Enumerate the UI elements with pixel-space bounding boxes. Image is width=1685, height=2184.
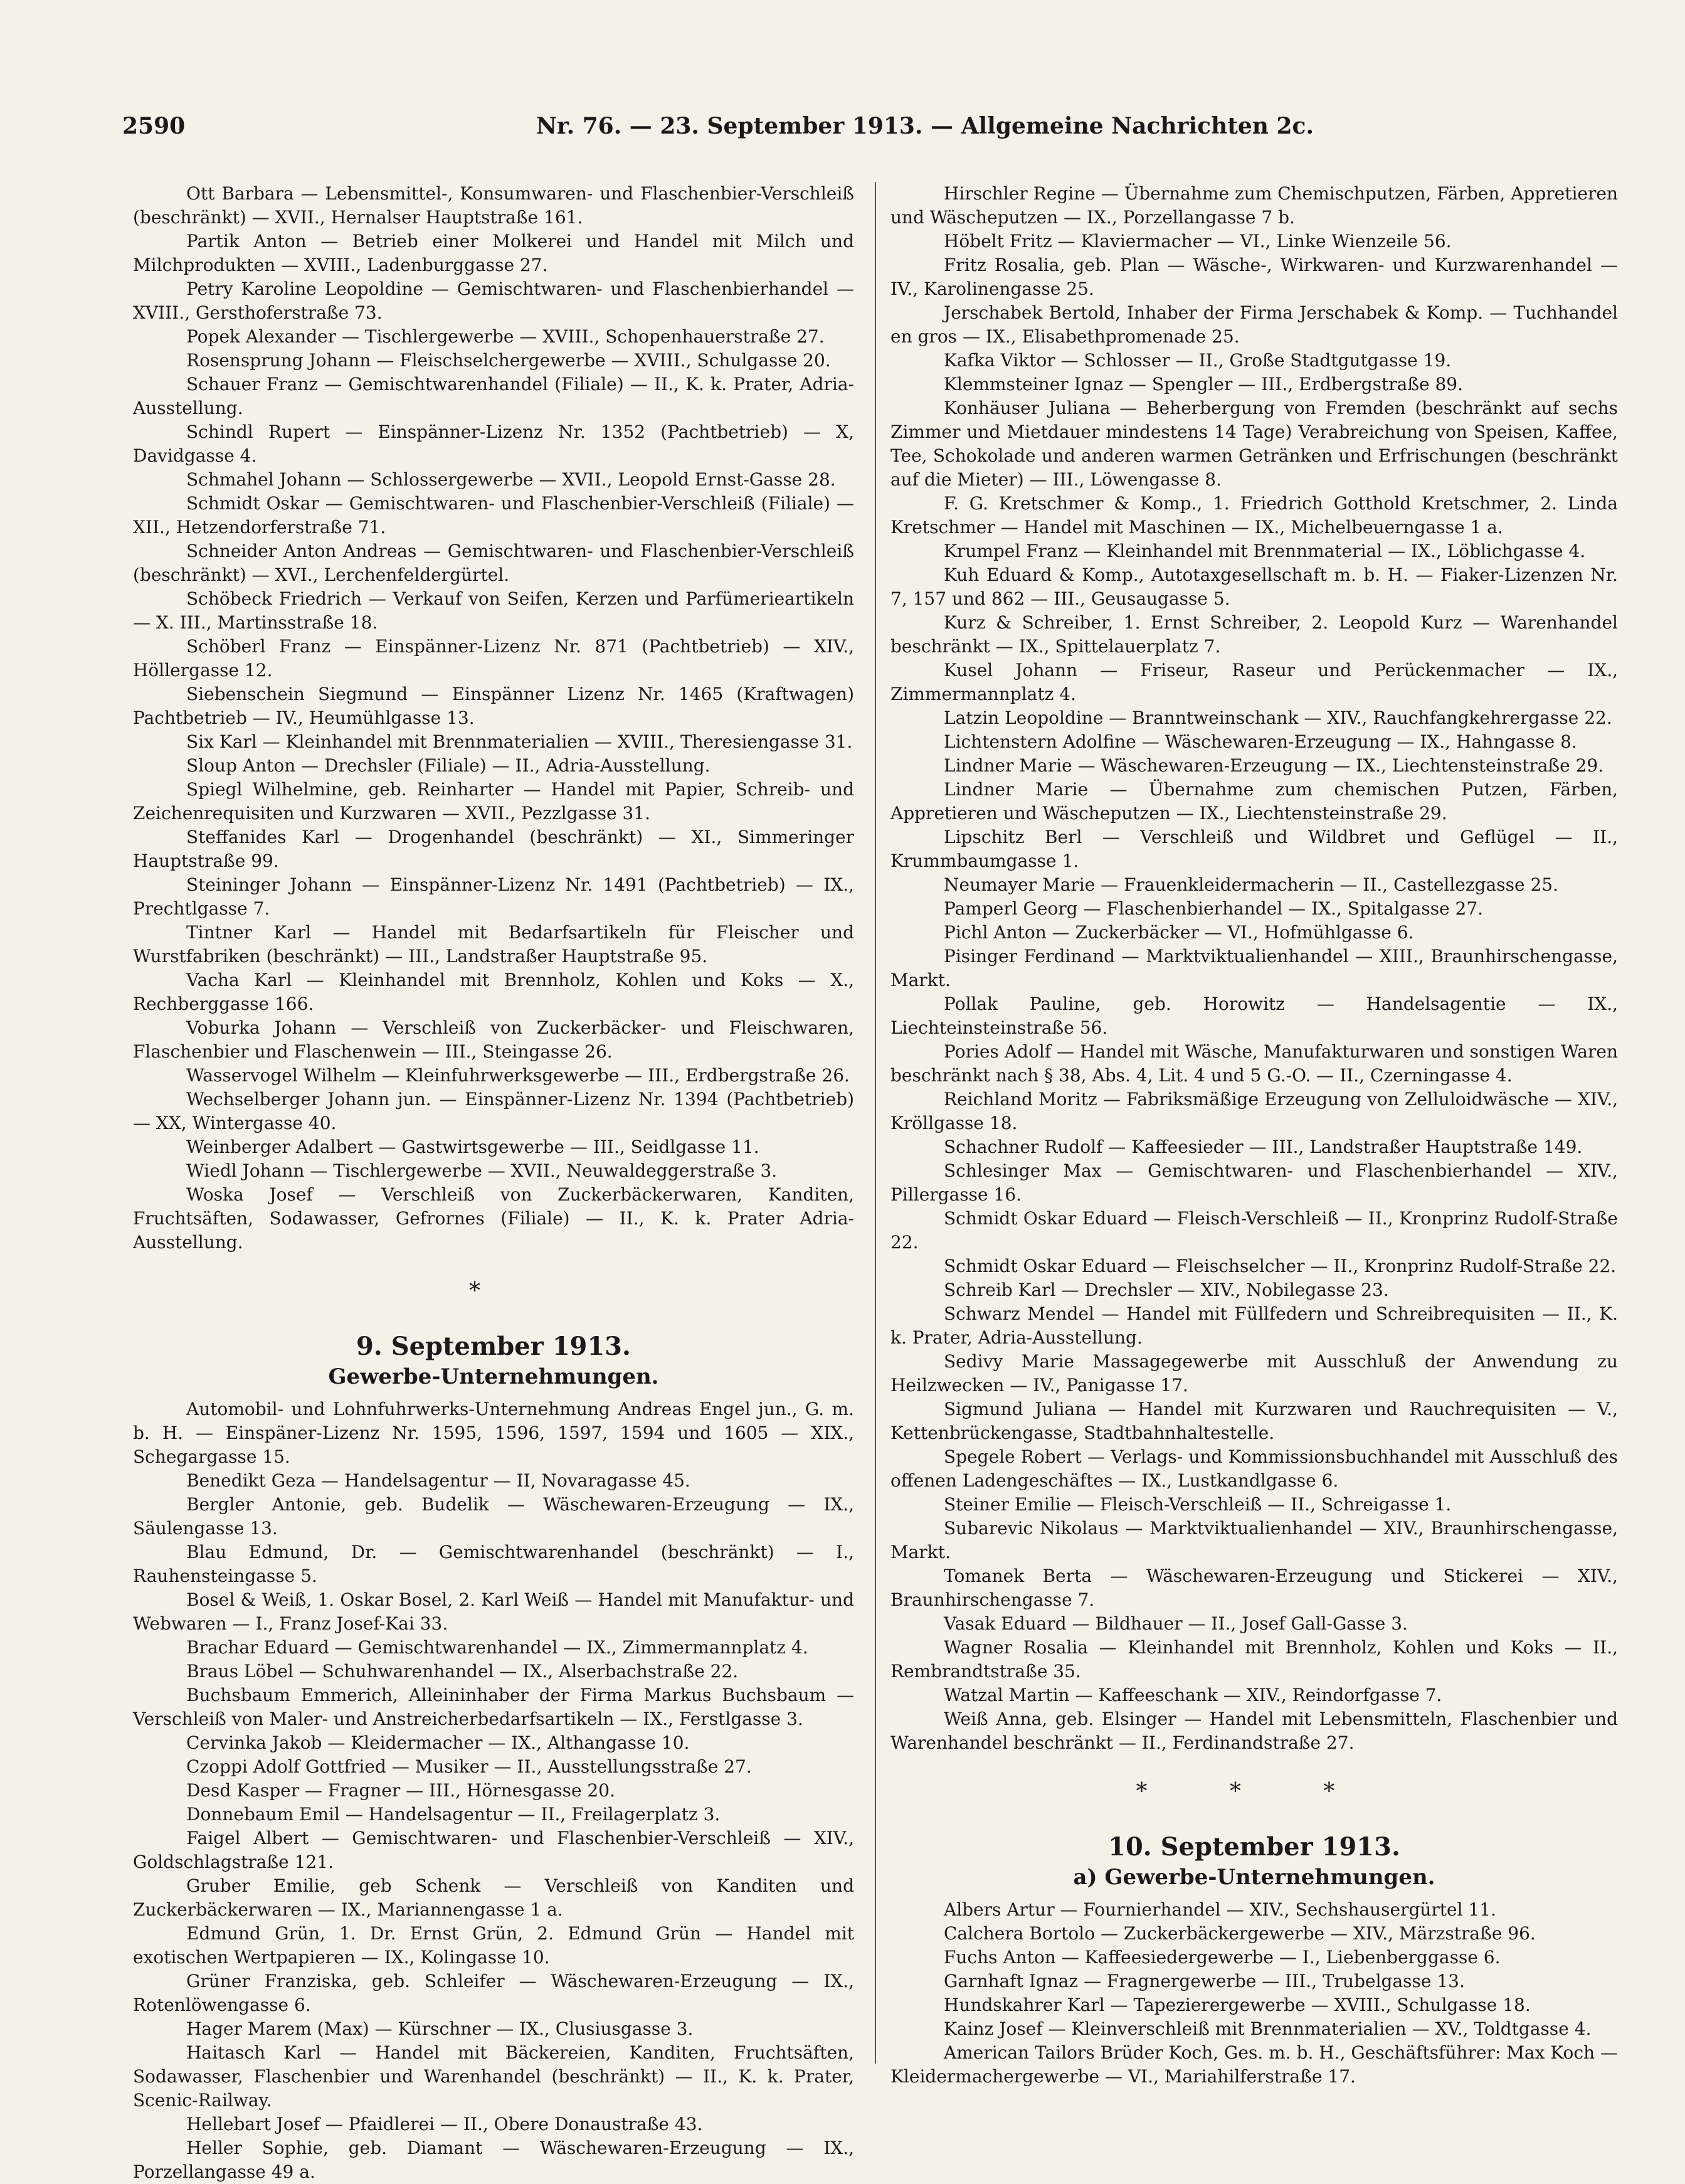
- register-entry: Latzin Leopoldine — Branntweinschank — XIV., Rauchfangkehrergasse 22.: [944, 708, 1612, 728]
- register-entry: Wasservogel Wilhelm — Kleinfuhrwerksgewerbe — III., Erdbergstraße 26.: [186, 1065, 850, 1086]
- register-entry: Lipschitz Berl — Verschleiß und Wildbret und Geflügel — II., Krummbaumgasse 1.: [890, 827, 1618, 871]
- register-entry: Braus Löbel — Schuhwarenhandel — IX., Alserbachstraße 22.: [186, 1661, 739, 1682]
- register-entry: Fuchs Anton — Kaffeesiedergewerbe — I., Liebenberggasse 6.: [944, 1947, 1501, 1968]
- register-entry: Wechselberger Johann jun. — Einspänner-Lizenz Nr. 1394 (Pachtbetrieb) — XX, Wintergasse 40.: [133, 1089, 854, 1133]
- register-entry: Brachar Eduard — Gemischtwarenhandel — IX., Zimmermannplatz 4.: [186, 1637, 808, 1658]
- register-entry: Woska Josef — Verschleiß von Zuckerbäckerwaren, Kanditen, Fruchtsäften, Sodawasser, Gefrornes (Filiale) — II., K. k. Prater Adria-Ausstellung.: [133, 1184, 854, 1253]
- register-entry: Schmidt Oskar Eduard — Fleischselcher — II., Kronprinz Rudolf-Straße 22.: [944, 1256, 1617, 1276]
- register-entry: Jerschabek Bertold, Inhaber der Firma Jerschabek & Komp. — Tuchhandel en gros — IX., Elisabethpromenade 25.: [890, 302, 1618, 347]
- register-entry: Haitasch Karl — Handel mit Bäckereien, Kanditen, Fruchtsäften, Sodawasser, Flaschenbier und Warenhandel (beschränkt) — II., K. k. Prater, Scenic-Railway.: [133, 2042, 854, 2111]
- register-entry: Schachner Rudolf — Kaffeesieder — III., Landstraßer Hauptstraße 149.: [944, 1137, 1583, 1157]
- register-entry: Schöbeck Friedrich — Verkauf von Seifen, Kerzen und Parfümerieartikeln — X. III., Martinsstraße 18.: [133, 588, 854, 633]
- register-entry: Hirschler Regine — Übernahme zum Chemischputzen, Färben, Appretieren und Wäscheputzen — IX., Porzellangasse 7 b.: [890, 183, 1618, 228]
- register-entry: Schauer Franz — Gemischtwarenhandel (Filiale) — II., K. k. Prater, Adria-Ausstellung.: [133, 374, 854, 418]
- register-entry: Gruber Emilie, geb Schenk — Verschleiß von Kanditen und Zuckerbäckerwaren — IX., Mariannengasse 1 a.: [133, 1875, 854, 1920]
- register-entry: American Tailors Brüder Koch, Ges. m. b. H., Geschäftsführer: Max Koch — Kleidermachergewerbe — VI., Mariahilferstraße 17.: [890, 2042, 1618, 2087]
- sub-heading-gewerbe: Gewerbe-Unternehmungen.: [328, 1364, 659, 1389]
- section-separator-stars: *: [469, 1278, 518, 1304]
- register-entry: Kuh Eduard & Komp., Autotaxgesellschaft m. b. H. — Fiaker-Lizenzen Nr. 7, 157 und 862 — III., Geusaugasse 5.: [890, 565, 1618, 609]
- register-entry: Partik Anton — Betrieb einer Molkerei und Handel mit Milch und Milchprodukten — XVIII., Ladenburggasse 27.: [133, 231, 854, 275]
- register-entry: Popek Alexander — Tischlergewerbe — XVIII., Schopenhauerstraße 27.: [186, 326, 825, 347]
- register-entry: Pollak Pauline, geb. Horowitz — Handelsagentie — IX., Liechteinsteinstraße 56.: [890, 994, 1618, 1038]
- register-entry: Benedikt Geza — Handelsagentur — II, Novaragasse 45.: [186, 1470, 690, 1491]
- register-entry: Kafka Viktor — Schlosser — II., Große Stadtgutgasse 19.: [944, 350, 1452, 371]
- register-entry: Konhäuser Juliana — Beherbergung von Fremden (beschränkt auf sechs Zimmer und Mietdauer mindestens 14 Tage) Verabreichung von Speisen, Kaffee, Tee, Schokolade und anderen warmen Getränken und Erfrischungen (beschränkt auf die Mieter) — III., Löwengasse 8.: [890, 398, 1618, 490]
- register-entry: Neumayer Marie — Frauenkleidermacherin — II., Castellezgasse 25.: [944, 874, 1558, 895]
- register-entry: Subarevic Nikolaus — Marktviktualienhandel — XIV., Braunhirschengasse, Markt.: [890, 1518, 1618, 1562]
- register-entry: Faigel Albert — Gemischtwaren- und Flaschenbier-Verschleiß — XIV., Goldschlagstraße 121.: [133, 1828, 854, 1872]
- register-entry: Albers Artur — Fournierhandel — XIV., Sechshausergürtel 11.: [944, 1899, 1497, 1920]
- sub-heading-gewerbe-a: a) Gewerbe-Unternehmungen.: [1073, 1865, 1435, 1890]
- register-entry: Schindl Rupert — Einspänner-Lizenz Nr. 1352 (Pachtbetrieb) — X, Davidgasse 4.: [133, 421, 854, 466]
- left-entries-1: [133, 182, 854, 1254]
- register-entry: Blau Edmund, Dr. — Gemischtwarenhandel (beschränkt) — I., Rauhensteingasse 5.: [133, 1542, 854, 1586]
- register-entry: Lindner Marie — Übernahme zum chemischen Putzen, Färben, Appretieren und Wäscheputzen — IX., Liechtensteinstraße 29.: [890, 779, 1618, 824]
- register-entry: Heller Sophie, geb. Diamant — Wäschewaren-Erzeugung — IX., Porzellangasse 49 a.: [133, 2138, 854, 2182]
- register-entry: Spiegl Wilhelmine, geb. Reinharter — Handel mit Papier, Schreib- und Zeichenrequisiten und Kurzwaren — XVII., Pezzlgasse 31.: [133, 779, 854, 824]
- register-entry: Lichtenstern Adolfine — Wäschewaren-Erzeugung — IX., Hahngasse 8.: [944, 731, 1577, 752]
- register-entry: Hager Marem (Max) — Kürschner — IX., Clusiusgasse 3.: [186, 2018, 694, 2039]
- register-entry: Steffanides Karl — Drogenhandel (beschränkt) — XI., Simmeringer Hauptstraße 99.: [133, 827, 854, 871]
- register-entry: Pories Adolf — Handel mit Wäsche, Manufakturwaren und sonstigen Waren beschränkt nach § 38, Abs. 4, Lit. 4 und 5 G.-O. — II., Czerningasse 4.: [890, 1041, 1618, 1086]
- register-entry: Garnhaft Ignaz — Fragnergewerbe — III., Trubelgasse 13.: [944, 1971, 1465, 1991]
- register-entry: Wagner Rosalia — Kleinhandel mit Brennholz, Kohlen und Koks — II., Rembrandtstraße 35.: [890, 1637, 1618, 1682]
- date-heading-sept-9: 9. September 1913.: [356, 1332, 631, 1361]
- register-entry: Sloup Anton — Drechsler (Filiale) — II., Adria-Ausstellung.: [186, 755, 710, 776]
- register-entry: Schwarz Mendel — Handel mit Füllfedern und Schreibrequisiten — II., K. k. Prater, Adria-Ausstellung.: [890, 1303, 1618, 1348]
- register-entry: Buchsbaum Emmerich, Alleininhaber der Firma Markus Buchsbaum — Verschleiß von Maler- und Anstreicherbedarfsartikeln — IX., Ferstlgasse 3.: [133, 1685, 854, 1729]
- left-column: [133, 182, 854, 2184]
- register-entry: Weiß Anna, geb. Elsinger — Handel mit Lebensmitteln, Flaschenbier und Warenhandel beschränkt — II., Ferdinandstraße 27.: [890, 1709, 1618, 1753]
- register-entry: Calchera Bortolo — Zuckerbäckergewerbe — XIV., Märzstraße 96.: [944, 1923, 1536, 1944]
- date-heading-sept-10: 10. September 1913.: [1108, 1832, 1400, 1862]
- register-entry: Steininger Johann — Einspänner-Lizenz Nr. 1491 (Pachtbetrieb) — IX., Prechtlgasse 7.: [133, 874, 854, 919]
- register-entry: Kainz Josef — Kleinverschleiß mit Brennmaterialien — XV., Toldtgasse 4.: [944, 2018, 1592, 2039]
- register-entry: Lindner Marie — Wäschewaren-Erzeugung — IX., Liechtensteinstraße 29.: [944, 755, 1604, 776]
- register-entry: Sigmund Juliana — Handel mit Kurzwaren und Rauchrequisiten — V., Kettenbrückengasse, Stadtbahnhaltestelle.: [890, 1399, 1618, 1443]
- section-separator-stars: * * *: [1136, 1779, 1373, 1805]
- register-entry: Vacha Karl — Kleinhandel mit Brennholz, Kohlen und Koks — X., Rechberggasse 166.: [133, 970, 854, 1014]
- register-entry: Steiner Emilie — Fleisch-Verschleiß — II., Schreigasse 1.: [944, 1494, 1452, 1515]
- register-entry: Weinberger Adalbert — Gastwirtsgewerbe — III., Seidlgasse 11.: [186, 1137, 759, 1157]
- running-title: Nr. 76. — 23. September 1913. — Allgemeine Nachrichten 2c.: [536, 113, 1314, 139]
- register-entry: Wiedl Johann — Tischlergewerbe — XVII., Neuwaldeggerstraße 3.: [186, 1160, 778, 1181]
- register-entry: Tomanek Berta — Wäschewaren-Erzeugung und Stickerei — XIV., Braunhirschengasse 7.: [890, 1566, 1618, 1610]
- register-entry: Siebenschein Siegmund — Einspänner Lizenz Nr. 1465 (Kraftwagen) Pachtbetrieb — IV., Heumühlgasse 13.: [133, 684, 854, 728]
- register-entry: Pichl Anton — Zuckerbäcker — VI., Hofmühlgasse 6.: [944, 922, 1414, 943]
- right-column: [890, 182, 1618, 2089]
- register-entry: Bergler Antonie, geb. Budelik — Wäschewaren-Erzeugung — IX., Säulengasse 13.: [133, 1494, 854, 1539]
- register-entry: Grüner Franziska, geb. Schleifer — Wäschewaren-Erzeugung — IX., Rotenlöwengasse 6.: [133, 1971, 854, 2015]
- register-entry: Automobil- und Lohnfuhrwerks-Unternehmung Andreas Engel jun., G. m. b. H. — Einspäner-Lizenz Nr. 1595, 1596, 1597, 1594 und 1605 — XIX., Schegargasse 15.: [133, 1399, 854, 1467]
- register-entry: Donnebaum Emil — Handelsagentur — II., Freilagerplatz 3.: [186, 1804, 721, 1825]
- register-entry: Rosensprung Johann — Fleischselchergewerbe — XVIII., Schulgasse 20.: [186, 350, 831, 371]
- register-entry: Fritz Rosalia, geb. Plan — Wäsche-, Wirkwaren- und Kurzwarenhandel — IV., Karolinengasse 25.: [890, 255, 1618, 299]
- register-entry: Pamperl Georg — Flaschenbierhandel — IX., Spitalgasse 27.: [944, 898, 1484, 919]
- register-entry: Spegele Robert — Verlags- und Kommissionsbuchhandel mit Ausschluß des offenen Ladengeschäftes — IX., Lustkandlgasse 6.: [890, 1446, 1618, 1491]
- register-entry: Schlesinger Max — Gemischtwaren- und Flaschenbierhandel — XIV., Pillergasse 16.: [890, 1160, 1618, 1205]
- register-entry: Desd Kasper — Fragner — III., Hörnesgasse 20.: [186, 1780, 615, 1801]
- register-entry: Klemmsteiner Ignaz — Spengler — III., Erdbergstraße 89.: [944, 374, 1464, 395]
- page-number: 2590: [122, 113, 186, 139]
- page-header: [122, 113, 1577, 151]
- register-entry: Cervinka Jakob — Kleidermacher — IX., Althangasse 10.: [186, 1732, 690, 1753]
- register-entry: Watzal Martin — Kaffeeschank — XIV., Reindorfgasse 7.: [944, 1685, 1442, 1705]
- register-entry: Kurz & Schreiber, 1. Ernst Schreiber, 2. Leopold Kurz — Warenhandel beschränkt — IX., Spittelauerplatz 7.: [890, 612, 1618, 657]
- register-entry: Schmidt Oskar — Gemischtwaren- und Flaschenbier-Verschleiß (Filiale) — XII., Hetzendorferstraße 71.: [133, 493, 854, 538]
- register-entry: Schreib Karl — Drechsler — XIV., Nobilegasse 23.: [944, 1280, 1389, 1300]
- register-entry: F. G. Kretschmer & Komp., 1. Friedrich Gotthold Kretschmer, 2. Linda Kretschmer — Handel mit Maschinen — IX., Michelbeuerngasse 1 a.: [890, 493, 1618, 538]
- register-entry: Tintner Karl — Handel mit Bedarfsartikeln für Fleischer und Wurstfabriken (beschränkt) — III., Landstraßer Hauptstraße 95.: [133, 922, 854, 967]
- register-entry: Petry Karoline Leopoldine — Gemischtwaren- und Flaschenbierhandel — XVIII., Gersthoferstraße 73.: [133, 278, 854, 323]
- register-entry: Bosel & Weiß, 1. Oskar Bosel, 2. Karl Weiß — Handel mit Manufaktur- und Webwaren — I., Franz Josef-Kai 33.: [133, 1589, 854, 1634]
- register-entry: Pisinger Ferdinand — Marktviktualienhandel — XIII., Braunhirschengasse, Markt.: [890, 946, 1618, 990]
- register-entry: Six Karl — Kleinhandel mit Brennmaterialien — XVIII., Theresiengasse 31.: [186, 731, 853, 752]
- register-entry: Schmidt Oskar Eduard — Fleisch-Verschleiß — II., Kronprinz Rudolf-Straße 22.: [890, 1208, 1618, 1253]
- register-entry: Ott Barbara — Lebensmittel-, Konsumwaren- und Flaschenbier-Verschleiß (beschränkt) — XVII., Hernalser Hauptstraße 161.: [133, 183, 854, 228]
- register-entry: Sedivy Marie Massagegewerbe mit Ausschluß der Anwendung zu Heilzwecken — IV., Panigasse 17.: [890, 1351, 1618, 1396]
- register-entry: Kusel Johann — Friseur, Raseur und Perückenmacher — IX., Zimmermannplatz 4.: [890, 660, 1618, 704]
- register-entry: Edmund Grün, 1. Dr. Ernst Grün, 2. Edmund Grün — Handel mit exotischen Wertpapieren — IX., Kolingasse 10.: [133, 1923, 854, 1968]
- register-entry: Schneider Anton Andreas — Gemischtwaren- und Flaschenbier-Verschleiß (beschränkt) — XVI., Lerchenfeldergürtel.: [133, 541, 854, 585]
- register-entry: Voburka Johann — Verschleiß von Zuckerbäcker- und Fleischwaren, Flaschenbier und Flaschenwein — III., Steingasse 26.: [133, 1017, 854, 1062]
- register-entry: Höbelt Fritz — Klaviermacher — VI., Linke Wienzeile 56.: [944, 231, 1452, 252]
- right-entries-1: [890, 182, 1618, 1755]
- left-entries-2: [133, 1397, 854, 2184]
- register-entry: Hundskahrer Karl — Tapezierergewerbe — XVIII., Schulgasse 18.: [944, 1995, 1531, 2015]
- register-entry: Reichland Moritz — Fabriksmäßige Erzeugung von Zelluloidwäsche — XIV., Kröllgasse 18.: [890, 1089, 1618, 1133]
- register-entry: Czoppi Adolf Gottfried — Musiker — II., Ausstellungsstraße 27.: [186, 1756, 752, 1777]
- register-entry: Schmahel Johann — Schlossergewerbe — XVII., Leopold Ernst-Gasse 28.: [186, 469, 836, 490]
- column-divider: [875, 182, 876, 2064]
- register-entry: Hellebart Josef — Pfaidlerei — II., Obere Donaustraße 43.: [186, 2114, 703, 2134]
- right-entries-2: [890, 1898, 1618, 2089]
- register-entry: Schöberl Franz — Einspänner-Lizenz Nr. 871 (Pachtbetrieb) — XIV., Höllergasse 12.: [133, 636, 854, 681]
- register-entry: Vasak Eduard — Bildhauer — II., Josef Gall-Gasse 3.: [944, 1613, 1408, 1634]
- register-entry: Krumpel Franz — Kleinhandel mit Brennmaterial — IX., Löblichgasse 4.: [944, 541, 1586, 561]
